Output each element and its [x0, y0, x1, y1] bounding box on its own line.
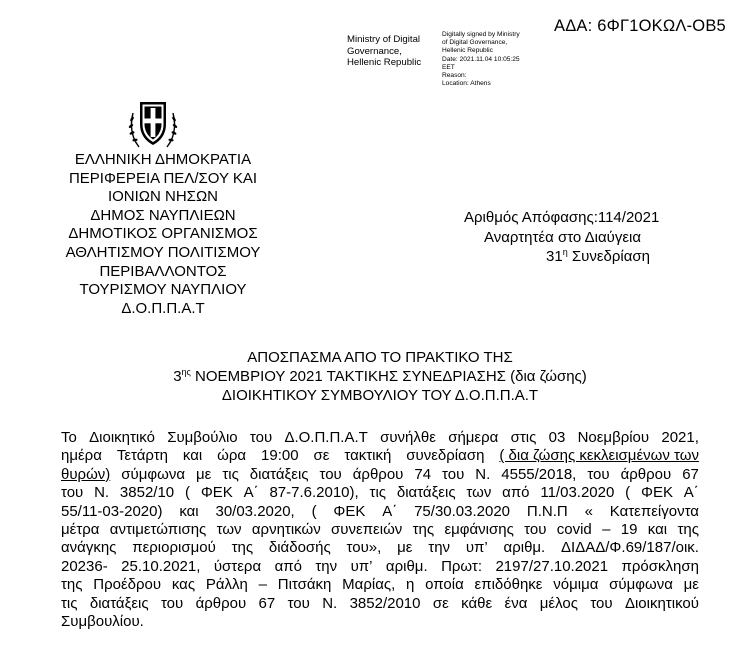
body-paragraph — [61, 429, 699, 631]
body-line — [61, 613, 699, 631]
body-word: νόμιμα — [553, 576, 599, 594]
body-word: σύμφωνα — [609, 576, 673, 594]
session-number — [426, 247, 726, 267]
body-word: πρόσκληση — [621, 557, 699, 575]
body-word: την — [315, 557, 338, 575]
body-word: άρθρου — [352, 465, 404, 483]
body-word: του — [590, 594, 613, 612]
body-line — [61, 484, 699, 502]
body-word: από — [502, 484, 530, 502]
body-line — [61, 576, 699, 594]
authority-line: ΑΘΛΗΤΙΣΜΟΥ ΠΟΛΙΤΙΣΜΟΥ — [65, 243, 261, 261]
body-word: – — [602, 521, 611, 539]
body-word: σε — [313, 447, 330, 465]
body-word: ύστερα — [213, 557, 262, 575]
body-word: συνεδρίαση — [406, 447, 485, 465]
signature-org-line: Hellenic Republic — [347, 57, 422, 68]
body-word: 55/11-03-2020) — [61, 502, 163, 520]
decision-info — [426, 208, 726, 267]
body-word: αριθμ. — [385, 557, 428, 575]
session-num: 31 — [546, 248, 563, 265]
body-word: ένα — [504, 594, 528, 612]
signature-detail-line: Location: Athens — [442, 80, 491, 88]
body-word: μέτρα — [61, 521, 100, 539]
body-word: διατάξεις — [249, 465, 309, 483]
body-word: ΦΕΚ — [333, 502, 366, 520]
body-word: του — [442, 465, 465, 483]
body-word: Μαρίας, — [342, 576, 396, 594]
body-word: τακτική — [344, 447, 392, 465]
title-day: 3 — [173, 367, 182, 385]
body-word: σε — [432, 594, 449, 612]
body-word: της — [412, 521, 435, 539]
body-word: της — [61, 576, 83, 594]
body-word: με — [397, 539, 413, 557]
signature-detail-line: Digitally signed by Ministry — [442, 31, 520, 38]
body-word: ΦΕΚ — [640, 484, 673, 502]
body-word: ( δια ζώσης κεκλεισμένων των — [499, 447, 699, 465]
signature-organization — [347, 34, 421, 69]
body-word: 75/30.03.2020 — [414, 502, 511, 520]
body-word: 19 — [620, 521, 638, 539]
body-word: Το — [61, 429, 77, 446]
body-word: με — [195, 465, 212, 483]
body-word: συνεπειών — [331, 521, 403, 539]
body-word: ( — [184, 484, 190, 502]
body-word: ΦΕΚ — [200, 484, 233, 502]
body-word: Πρωτ: — [441, 557, 483, 575]
body-word: Δ.Ο.Π.Π.Α.Τ — [284, 429, 368, 446]
body-word: Νοεμβρίου — [577, 429, 650, 446]
body-word: Ν. — [94, 484, 110, 502]
body-word: με — [683, 576, 699, 594]
body-word: των — [216, 521, 242, 539]
body-word: του — [524, 521, 547, 539]
body-word: 74 — [414, 465, 432, 483]
signature-detail-line: Hellenic Republic — [442, 47, 493, 55]
body-word: 25.10.2021, — [121, 557, 201, 575]
body-word: οποία — [425, 576, 464, 594]
body-word: άρθρου — [620, 465, 672, 483]
body-word: των — [466, 484, 492, 502]
body-word: από — [274, 557, 302, 575]
body-word: 30/03.2020, — [215, 502, 295, 520]
body-word: τις — [369, 484, 387, 502]
title-line-3: ΔΙΟΙΚΗΤΙΚΟΥ ΣΥΜΒΟΥΛΙΟΥ ΤΟΥ Δ.Ο.Π.Π.Α.Τ — [221, 386, 539, 404]
body-word: της — [677, 521, 699, 539]
body-word: « — [584, 502, 593, 520]
body-line — [61, 466, 699, 484]
authority-line: ΠΕΡΙΒΑΛΛΟΝΤΟΣ — [99, 262, 227, 280]
body-line — [61, 503, 699, 521]
authority-line: ΔΗΜΟΣ ΝΑΥΠΛΙΕΩΝ — [90, 206, 236, 224]
title-line-2 — [95, 368, 665, 387]
body-word: 19:00 — [261, 447, 299, 465]
body-word: του — [249, 429, 273, 446]
body-word: Προέδρου — [93, 576, 162, 594]
body-word: τις — [222, 465, 239, 483]
body-word: και — [182, 447, 203, 465]
body-word: κάθε — [461, 594, 493, 612]
body-word: Ν. — [322, 594, 338, 612]
body-word: σήμερα — [448, 429, 499, 446]
signature-detail-line: Date: 2021.11.04 10:05:25 — [442, 55, 520, 63]
body-word: η — [406, 576, 415, 594]
authority-line: ΔΗΜΟΤΙΚΟΣ ΟΡΓΑΝΙΣΜΟΣ — [68, 225, 258, 243]
body-word: διατάξεις — [89, 594, 149, 612]
body-word: υπ’ — [465, 539, 488, 557]
authority-line: ΕΛΛΗΝΙΚΗ ΔΗΜΟΚΡΑΤΙΑ — [74, 151, 252, 168]
body-word: ημέρα — [61, 447, 102, 465]
body-word: 3852/10 — [119, 484, 175, 502]
body-word: Α΄ — [683, 484, 699, 502]
body-word: ( — [625, 484, 631, 502]
body-line — [61, 447, 699, 465]
body-word: αριθμ. — [503, 539, 546, 557]
body-word: ΔΙΔΑΔ/Φ.69/187/οικ. — [561, 539, 699, 557]
body-word: Ν. — [475, 465, 491, 483]
body-line — [61, 429, 699, 447]
body-word: ( — [311, 502, 317, 520]
body-word: Κατεπείγοντα — [609, 502, 699, 520]
body-word: μέλος — [539, 594, 578, 612]
signature-detail-line: EET — [442, 63, 455, 71]
body-word: του — [587, 465, 610, 483]
publication-note: Αναρτητέα στο Διαύγεια — [484, 228, 642, 246]
body-word: υπ’ — [350, 557, 373, 575]
body-word: covid — [556, 521, 592, 539]
body-word: 4555/2018, — [501, 465, 577, 483]
body-word: Διοικητικού — [624, 594, 699, 612]
body-word: και — [647, 521, 668, 539]
session-sup: η — [562, 247, 568, 257]
authority-line: ΤΟΥΡΙΣΜΟΥ ΝΑΥΠΛΙΟΥ — [79, 281, 247, 299]
body-word: Συμβουλίου. — [61, 613, 144, 631]
body-word: εμφάνισης — [444, 521, 514, 539]
signature-detail-line: Reason: — [442, 72, 467, 80]
session-word: Συνεδρίαση — [567, 248, 651, 265]
body-word: σύμφωνα — [121, 465, 185, 483]
body-word: του», — [346, 539, 382, 557]
ada-code: ΑΔΑ: 6ΦΓ1ΟΚΩΛ-ΟΒ5 — [554, 17, 726, 35]
body-word: στις — [510, 429, 537, 446]
body-word: 03 — [548, 429, 566, 446]
body-word: συνήλθε — [380, 429, 436, 446]
body-word: Π.Ν.Π — [526, 502, 568, 520]
body-word: Πιτσάκη — [277, 576, 332, 594]
body-word: 87-7.6.2010), — [269, 484, 359, 502]
body-word: 3852/2010 — [349, 594, 421, 612]
body-word: ώρα — [217, 447, 247, 465]
body-line — [61, 595, 699, 613]
body-word: περιορισμού — [132, 539, 216, 557]
signature-org-line: Ministry of Digital — [347, 34, 421, 45]
body-word: Τετάρτη — [116, 447, 168, 465]
title-line-1: ΑΠΟΣΠΑΣΜΑ ΑΠΟ ΤΟ ΠΡΑΚΤΙΚΟ ΤΗΣ — [247, 349, 513, 366]
body-word: άρθρου — [195, 594, 247, 612]
greek-coat-of-arms-icon — [127, 97, 179, 151]
body-line — [61, 539, 699, 557]
body-word: αρνητικών — [251, 521, 321, 539]
body-word: – — [258, 576, 267, 594]
body-line — [61, 521, 699, 539]
body-word: Συμβούλιο — [167, 429, 238, 446]
signature-detail-line: of Digital Governance, — [442, 39, 508, 47]
signature-org-line: Governance, — [347, 45, 402, 57]
body-word: και — [179, 502, 199, 520]
body-word: τις — [61, 594, 78, 612]
body-word: του — [61, 484, 84, 502]
body-word: Α΄ — [243, 484, 259, 502]
signature-details — [442, 31, 520, 88]
document-title — [95, 349, 665, 405]
body-word: του — [287, 594, 310, 612]
body-word: θυρών) — [61, 465, 111, 483]
body-word: 2021, — [661, 429, 699, 446]
body-word: του — [160, 594, 184, 612]
body-word: κας — [171, 576, 196, 594]
body-word: Α΄ — [382, 502, 398, 520]
body-word: την — [428, 539, 451, 557]
body-word: επιδόθηκε — [474, 576, 543, 594]
body-word: 11/03.2020 — [540, 484, 615, 502]
body-word: αντιμετώπισης — [109, 521, 207, 539]
authority-line: ΠΕΡΙΦΕΡΕΙΑ ΠΕΛ/ΣΟΥ ΚΑΙ — [68, 169, 258, 187]
body-word: 67 — [682, 465, 699, 483]
body-word: του — [319, 465, 342, 483]
authority-line: Δ.Ο.Π.Π.Α.Τ — [121, 299, 205, 317]
body-word: διάδοσής — [268, 539, 331, 557]
title-day-sup: ης — [181, 366, 191, 377]
title-line-2-rest: ΝΟΕΜΒΡΙΟΥ 2021 ΤΑΚΤΙΚΗΣ ΣΥΝΕΔΡΙΑΣΗΣ (δια ζώσης) — [190, 367, 587, 385]
body-word: Ράλλη — [205, 576, 248, 594]
body-word: 67 — [258, 594, 276, 612]
body-word: 20236- — [61, 557, 108, 575]
body-word: Διοικητικό — [89, 429, 155, 446]
body-line — [61, 558, 699, 576]
issuing-authority — [52, 151, 274, 318]
authority-line: ΙΟΝΙΩΝ ΝΗΣΩΝ — [107, 188, 219, 206]
body-word: της — [231, 539, 254, 557]
body-word: 2197/27.10.2021 — [495, 557, 609, 575]
decision-number: Αριθμός Απόφασης:114/2021 — [464, 209, 660, 226]
body-word: ανάγκης — [61, 539, 117, 557]
body-word: διατάξεις — [396, 484, 456, 502]
